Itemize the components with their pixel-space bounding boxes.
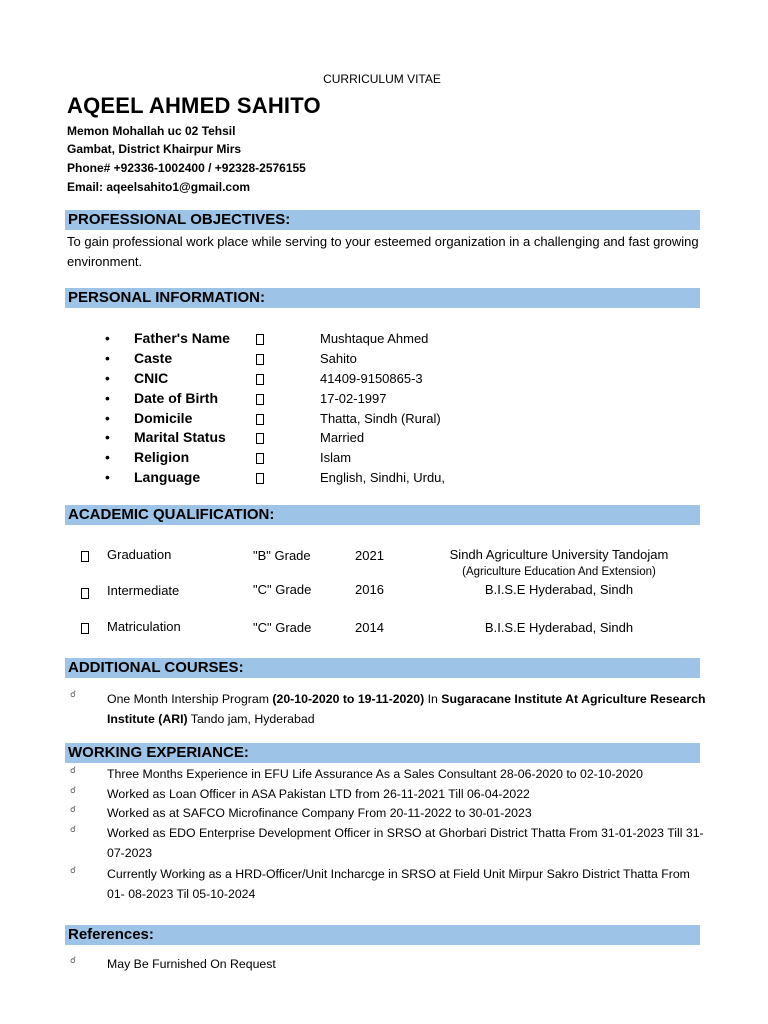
section-heading: ADDITIONAL COURSES: [68, 659, 244, 676]
bullet-icon: • [105, 390, 110, 406]
bullet-icon: • [105, 350, 110, 366]
academic-note: (Agriculture Education And Extension) [462, 566, 656, 578]
academic-institute: B.I.S.E Hyderabad, Sindh [484, 620, 634, 635]
bullet-icon: • [105, 410, 110, 426]
academic-grade: "B" Grade [253, 548, 311, 563]
academic-year: 2014 [355, 620, 384, 635]
tick-icon: ☌ [70, 865, 77, 875]
academic-year: 2021 [355, 548, 384, 563]
box-icon [256, 432, 264, 447]
experience-item: Currently Working as a HRD-Officer/Unit Incharcge in SRSO at Field Unit Mirpur Sakro District Thatta From 01- 08-2023 Til 05-10-2024 [107, 867, 690, 901]
course-dates: (20-10-2020 to 19-11-2020) [272, 692, 425, 706]
bullet-icon: • [105, 370, 110, 386]
academic-institute: Sindh Agriculture University Tandojam [449, 547, 669, 562]
section-heading: References: [68, 926, 154, 943]
box-icon [256, 452, 264, 467]
academic-institute: B.I.S.E Hyderabad, Sindh [484, 582, 634, 597]
bullet-icon: • [105, 469, 110, 485]
personal-value: Married [320, 430, 365, 445]
academic-year: 2016 [355, 582, 384, 597]
box-icon [256, 333, 264, 348]
tick-icon: ☌ [70, 804, 77, 814]
bullet-icon: • [105, 330, 110, 346]
section-additional-courses [65, 658, 700, 678]
personal-label: Caste [134, 350, 173, 366]
experience-item: Three Months Experience in EFU Life Assurance As a Sales Consultant 28-06-2020 to 02-10-2020 [107, 767, 643, 781]
section-objectives [65, 210, 700, 230]
experience-item: Worked as at SAFCO Microfinance Company From 20-11-2022 to 30-01-2023 [107, 806, 532, 820]
experience-item: Worked as EDO Enterprise Development Officer in SRSO at Ghorbari District Thatta From 31-01-2023 Till 31-07-2023 [107, 826, 704, 860]
personal-value: 41409-9150865-3 [320, 371, 423, 386]
course-text: In [424, 692, 442, 706]
course-text: One Month Intership Program [107, 692, 273, 706]
section-heading: PROFESSIONAL OBJECTIVES: [68, 211, 291, 228]
personal-value: Islam [320, 450, 352, 465]
address-line-1: Memon Mohallah uc 02 Tehsil [67, 124, 236, 138]
section-heading: PERSONAL INFORMATION: [68, 289, 265, 306]
references-text: May Be Furnished On Request [107, 957, 276, 971]
personal-label: Marital Status [134, 429, 226, 445]
personal-value: Thatta, Sindh (Rural) [320, 411, 441, 426]
personal-value: Sahito [320, 351, 357, 366]
academic-degree: Intermediate [107, 583, 180, 598]
tick-icon: ☌ [70, 689, 77, 699]
bullet-icon: • [105, 429, 110, 445]
personal-label: Father's Name [134, 330, 230, 346]
personal-value: Mushtaque Ahmed [320, 331, 429, 346]
tick-icon: ☌ [70, 765, 77, 775]
phone-line: Phone# +92336-1002400 / +92328-2576155 [67, 161, 306, 175]
box-icon [81, 621, 89, 639]
section-personal-information [65, 288, 700, 308]
box-icon [256, 413, 264, 428]
box-icon [256, 393, 264, 408]
academic-grade: "C" Grade [253, 620, 312, 635]
section-heading: ACADEMIC QUALIFICATION: [68, 506, 275, 523]
personal-label: Domicile [134, 410, 193, 426]
academic-degree: Matriculation [107, 619, 181, 634]
tick-icon: ☌ [70, 955, 77, 965]
personal-value: English, Sindhi, Urdu, [320, 470, 446, 485]
bullet-icon: • [105, 449, 110, 465]
academic-degree: Graduation [107, 547, 172, 562]
email-line: Email: aqeelsahito1@gmail.com [67, 180, 251, 194]
objectives-text: To gain professional work place while serving to your esteemed organization in a challenging and fast growing environment. [67, 234, 699, 269]
tick-icon: ☌ [70, 785, 77, 795]
box-icon [81, 549, 89, 567]
tick-icon: ☌ [70, 824, 77, 834]
personal-value: 17-02-1997 [320, 391, 387, 406]
academic-grade: "C" Grade [253, 582, 312, 597]
box-icon [256, 472, 264, 487]
personal-label: Date of Birth [134, 390, 218, 406]
course-item [107, 690, 707, 729]
course-location: Tando jam, Hyderabad [187, 711, 315, 726]
course-institute: Sugaracane Institute At Agriculture Research Institute (ARI) [107, 692, 706, 726]
document-title: CURRICULUM VITAE [323, 72, 441, 86]
address-line-2: Gambat, District Khairpur Mirs [67, 142, 242, 156]
experience-item: Worked as Loan Officer in ASA Pakistan LTD from 26-11-2021 Till 06-04-2022 [107, 787, 530, 801]
section-working-experience [65, 743, 700, 763]
box-icon [81, 586, 89, 604]
personal-label: Language [134, 469, 201, 485]
box-icon [256, 373, 264, 388]
personal-label: Religion [134, 449, 190, 465]
section-references [65, 925, 700, 945]
box-icon [256, 353, 264, 368]
candidate-name: AQEEL AHMED SAHITO [67, 93, 321, 118]
section-heading: WORKING EXPERIANCE: [68, 744, 249, 761]
personal-label: CNIC [134, 370, 169, 386]
section-academic-qualification [65, 505, 700, 525]
